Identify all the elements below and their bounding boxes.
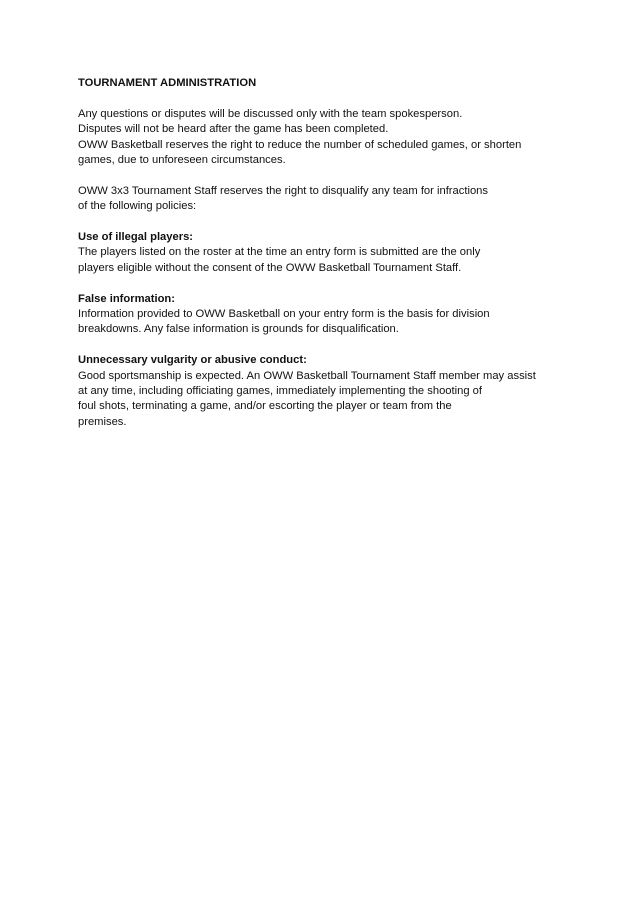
document-page [78, 76, 578, 430]
intro-paragraph [78, 107, 578, 169]
intro-line: games, due to unforeseen circumstances. [78, 154, 286, 167]
spacer [78, 338, 578, 353]
intro-line: Any questions or disputes will be discussed only with the team spokesperson. [78, 107, 463, 120]
section-line: Information provided to OWW Basketball on your entry form is the basis for division [78, 308, 490, 321]
section-illegal-players [78, 230, 578, 276]
section-line: Good sportsmanship is expected. An OWW Basketball Tournament Staff member may assist [78, 369, 536, 382]
section-line: foul shots, terminating a game, and/or escorting the player or team from the [78, 400, 452, 413]
policy-line: of the following policies: [78, 200, 197, 213]
section-line: The players listed on the roster at the time an entry form is submitted are the only [78, 246, 481, 259]
section-line: players eligible without the consent of the OWW Basketball Tournament Staff. [78, 261, 462, 274]
policy-paragraph [78, 184, 578, 215]
policy-line: OWW 3x3 Tournament Staff reserves the right to disqualify any team for infractions [78, 184, 488, 197]
section-heading: False information: [78, 292, 175, 305]
section-false-information [78, 292, 578, 338]
spacer [78, 215, 578, 230]
section-line: premises. [78, 415, 127, 428]
section-abusive-conduct [78, 353, 578, 430]
section-line: at any time, including officiating games, immediately implementing the shooting of [78, 385, 483, 398]
spacer [78, 276, 578, 291]
intro-line: OWW Basketball reserves the right to reduce the number of scheduled games, or shorten [78, 138, 522, 151]
section-line: breakdowns. Any false information is grounds for disqualification. [78, 323, 399, 336]
document-title: TOURNAMENT ADMINISTRATION [78, 77, 257, 89]
intro-line: Disputes will not be heard after the game has been completed. [78, 123, 389, 136]
section-heading: Use of illegal players: [78, 231, 194, 244]
spacer [78, 168, 578, 183]
spacer [78, 91, 578, 106]
section-heading: Unnecessary vulgarity or abusive conduct: [78, 354, 307, 367]
